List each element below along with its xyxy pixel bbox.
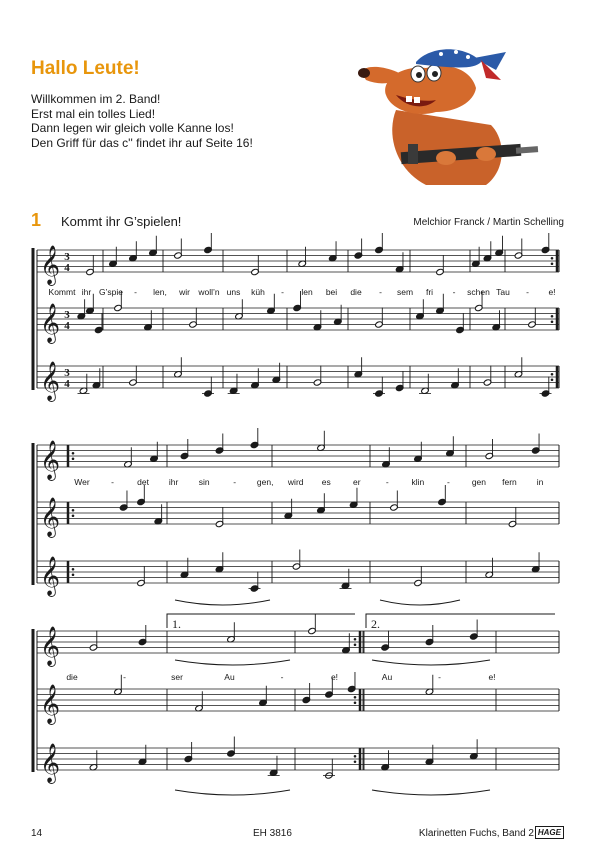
repeat-dot xyxy=(72,452,75,455)
lyric-syllable: - xyxy=(134,287,137,297)
lyric-syllable: fern xyxy=(502,477,517,487)
lyric-syllable: - xyxy=(526,287,529,297)
lyric-syllable: klin xyxy=(411,477,425,487)
treble-clef-icon: 𝄞 xyxy=(40,440,61,480)
lyric-syllable: sin xyxy=(198,477,210,487)
lyric-syllable: wird xyxy=(287,477,304,487)
time-signature-bottom: 4 xyxy=(64,378,70,390)
lyric-syllable: fri xyxy=(425,287,434,297)
lyric-syllable: in xyxy=(536,477,544,487)
lyric-syllable: - xyxy=(233,477,237,487)
tie-slur xyxy=(175,600,270,605)
time-signature-bottom: 4 xyxy=(64,320,70,332)
repeat-dot xyxy=(551,378,554,381)
edition-number: EH 3816 xyxy=(253,828,292,839)
page-title: Hallo Leute! xyxy=(31,58,140,79)
lyric-syllable: - xyxy=(379,287,382,297)
lyric-syllable: es xyxy=(321,477,331,487)
repeat-dot xyxy=(354,755,357,758)
song-title: Kommt ihr G’spielen! xyxy=(61,214,182,229)
lyric-syllable: - xyxy=(385,477,389,487)
lyric-syllable: e! xyxy=(548,287,556,297)
lyric-syllable: len xyxy=(301,287,313,297)
lyric-syllable: len, xyxy=(153,287,167,297)
time-signature-top: 3 xyxy=(64,251,70,263)
repeat-dot xyxy=(72,514,75,517)
tie-slur xyxy=(372,790,490,795)
intro-line: Den Griff für das c'' findet ihr auf Seite 16! xyxy=(31,135,253,150)
lyric-syllable: - xyxy=(446,477,450,487)
repeat-dot xyxy=(354,701,357,704)
tie-slur xyxy=(372,660,490,665)
lyric-syllable: - xyxy=(281,287,284,297)
repeat-dot xyxy=(551,315,554,318)
treble-clef-icon: 𝄞 xyxy=(40,626,61,666)
tie-slur xyxy=(175,660,290,665)
lyric-syllable: er xyxy=(353,477,361,487)
lyric-syllable: sem xyxy=(396,287,414,297)
lyric-syllable: - xyxy=(123,672,126,682)
repeat-dot xyxy=(72,568,75,571)
tie-slur xyxy=(175,790,290,795)
repeat-dot xyxy=(354,638,357,641)
repeat-dot xyxy=(72,509,75,512)
series-title: Klarinetten Fuchs, Band 2 xyxy=(418,828,534,839)
volta-label-1: 1. xyxy=(172,617,181,631)
repeat-dot xyxy=(551,320,554,323)
tie-slur xyxy=(380,600,460,605)
lyric-syllable: - xyxy=(438,672,441,682)
lyric-syllable: Au xyxy=(224,672,235,682)
publisher-logo: HAGE xyxy=(535,826,564,839)
intro-line: Erst mal ein tolles Lied! xyxy=(31,106,156,121)
treble-clef-icon: 𝄞 xyxy=(40,556,61,596)
lyric-syllable: ihr xyxy=(81,287,92,297)
lyric-syllable: gen, xyxy=(256,477,274,487)
treble-clef-icon: 𝄞 xyxy=(40,303,61,343)
repeat-dot xyxy=(72,457,75,460)
volta-label-2: 2. xyxy=(371,617,380,631)
volta-bracket-1 xyxy=(167,614,355,628)
repeat-dot xyxy=(551,373,554,376)
lyric-syllable: Kommt xyxy=(48,287,76,297)
lyric-syllable: woll’n xyxy=(198,287,220,297)
lyric-syllable: - xyxy=(280,672,284,682)
lyric-syllable: e! xyxy=(488,672,496,682)
lyric-syllable: ser xyxy=(171,672,183,682)
lyric-syllable: ihr xyxy=(168,477,179,487)
song-number: 1 xyxy=(31,210,42,230)
lyric-syllable: küh xyxy=(251,287,265,297)
treble-clef-icon: 𝄞 xyxy=(40,497,61,537)
repeat-dot xyxy=(354,760,357,763)
treble-clef-icon: 𝄞 xyxy=(40,361,61,401)
lyric-syllable: die xyxy=(66,672,78,682)
lyric-syllable: bei xyxy=(325,287,338,297)
treble-clef-icon: 𝄞 xyxy=(40,684,61,724)
volta-bracket-2 xyxy=(366,614,555,628)
repeat-dot xyxy=(72,573,75,576)
repeat-dot xyxy=(551,262,554,265)
intro-line: Willkommen im 2. Band! xyxy=(31,92,161,106)
lyric-syllable: G’spie xyxy=(99,287,123,297)
time-signature-top: 3 xyxy=(64,367,70,379)
lyric-syllable: schen xyxy=(467,287,490,297)
intro-line: Dann legen wir gleich volle Kanne los! xyxy=(31,121,234,135)
lyric-syllable: Tau xyxy=(496,287,510,297)
lyric-syllable: gen xyxy=(471,477,487,487)
time-signature-top: 3 xyxy=(64,309,70,321)
lyric-syllable: die xyxy=(350,287,362,297)
lyric-syllable: - xyxy=(111,477,114,487)
lyric-syllable: wir xyxy=(179,287,190,297)
lyric-syllable: e! xyxy=(330,672,339,682)
page-number: 14 xyxy=(31,828,43,839)
lyric-syllable: Au xyxy=(381,672,393,682)
lyric-syllable: uns xyxy=(226,287,241,297)
lyric-syllable: Wer xyxy=(74,477,90,487)
treble-clef-icon: 𝄞 xyxy=(40,245,61,285)
treble-clef-icon: 𝄞 xyxy=(40,743,61,783)
lyric-syllable: det xyxy=(137,477,149,487)
time-signature-bottom: 4 xyxy=(64,262,70,274)
composer-credit: Melchior Franck / Martin Schelling xyxy=(413,217,564,228)
lyric-syllable: - xyxy=(452,287,456,297)
repeat-dot xyxy=(354,696,357,699)
repeat-dot xyxy=(354,643,357,646)
repeat-dot xyxy=(551,257,554,260)
